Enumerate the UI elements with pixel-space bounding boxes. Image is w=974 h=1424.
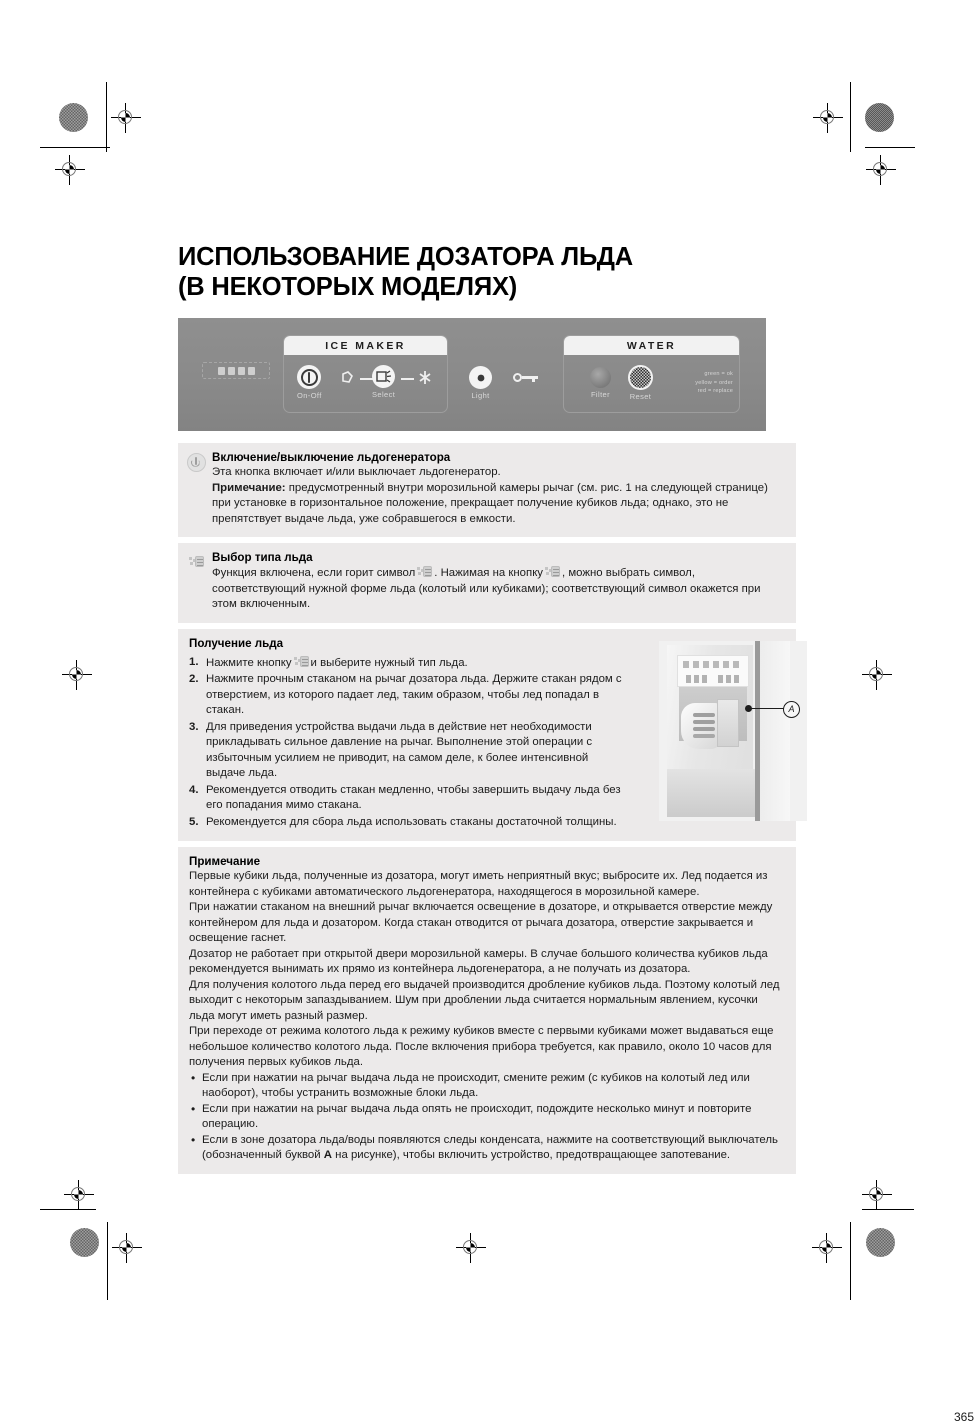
registration-mark-bottom-right-b bbox=[812, 1233, 842, 1263]
dispensing-text-column bbox=[189, 637, 624, 831]
dispensing-step bbox=[189, 720, 624, 782]
notes-paragraph: Для получения колотого льда перед его выдачей производится дробление кубиков льда. Поэтому колотый лед выходит с некоторым запаздыванием. Шум при дроблении льда считается нормальным явлением, кусочки льда могут иметь разный размер. bbox=[189, 978, 780, 1022]
hand-with-glass bbox=[681, 703, 721, 749]
section-ice-type-heading: Выбор типа льда bbox=[212, 551, 313, 565]
water-group-header bbox=[564, 336, 739, 355]
ice-type-part2: . Нажимая на кнопку bbox=[434, 567, 543, 580]
ice-cube-glyph-heading bbox=[189, 555, 204, 569]
step-text-pre: Нажмите кнопку bbox=[206, 656, 292, 669]
ice-maker-onoff-caption: On-Off bbox=[297, 391, 322, 401]
light-bulb-icon bbox=[469, 366, 492, 389]
section-dispensing bbox=[178, 629, 796, 842]
step-number: 2. bbox=[189, 673, 199, 686]
ice-cube-icon bbox=[372, 365, 395, 388]
cut-line-bottom-right-h bbox=[862, 1209, 914, 1210]
legend-yellow: yellow = order bbox=[695, 379, 733, 386]
ice-maker-select-caption: Select bbox=[372, 390, 396, 400]
registration-mark-bottom-left-b bbox=[112, 1233, 142, 1263]
halftone-dot-top-right bbox=[865, 103, 894, 132]
dispenser-drip-tray bbox=[667, 769, 757, 817]
cut-line-top-left-h bbox=[40, 147, 110, 148]
cut-line-bottom-left-h bbox=[40, 1209, 96, 1210]
registration-mark-top-left-a bbox=[111, 103, 141, 133]
cut-line-top-right-v bbox=[850, 82, 851, 152]
page-title-line-2: (В НЕКОТОРЫХ МОДЕЛЯХ) bbox=[178, 272, 518, 301]
power-button-icon bbox=[186, 452, 206, 472]
section-dispensing-heading: Получение льда bbox=[189, 636, 284, 650]
reset-button-icon bbox=[628, 365, 653, 390]
page-number: 365 bbox=[953, 1410, 974, 1424]
note-text: предусмотренный внутри морозильной камеры рычаг (см. рис. 1 на следующей странице) при установке в горизонтальное положение, прекращает получение кубиков льда; однако, это не препятствует выдаче льда, уже собравшегося в емкости. bbox=[212, 481, 768, 525]
filter-indicator-icon bbox=[590, 367, 611, 388]
callout-label-a: A bbox=[783, 701, 800, 718]
section-power-line1: Эта кнопка включает и/или выключает льдогенератор. bbox=[212, 466, 501, 479]
notes-paragraph: Дозатор не работает при открытой двери морозильной камеры. В случае большого количества кубиков льда рекомендуется вынимать их прямо из контейнера льдогенератора, а не получать из дозатора. bbox=[189, 947, 768, 976]
cut-line-bottom-left-v bbox=[107, 1222, 108, 1300]
water-reset-caption: Reset bbox=[629, 392, 652, 402]
notes-bullet: • Если при нажатии на рычаг выдача льда не происходит, смените режим (с кубиков на колотый лед или наоборот), чтобы устранить возможные блоки льда. bbox=[189, 1071, 785, 1102]
page-content bbox=[178, 243, 974, 1424]
halftone-dot-bottom-left bbox=[70, 1228, 99, 1257]
registration-mark-right-middle bbox=[862, 660, 892, 690]
notes-paragraph: Первые кубики льда, полученные из дозатора, могут иметь неприятный вкус; выбросите их. Лед подается из контейнера с кубиками автоматического льдогенератора, находящегося в морозильной камере. bbox=[189, 870, 768, 898]
step-text: Нажмите прочным стаканом на рычаг дозатора льда. Держите стакан рядом с отверстием, из которого падает лед, таким образом, чтобы лед попадал в стакан. bbox=[206, 673, 622, 717]
step-text: Для приведения устройства выдачи льда в действие нет необходимости прикладывать сильное давление на рычаг. Выполнение этой операции с избыточным усилием не приводит, на самом деле, к более интенсивной выдаче льда. bbox=[206, 720, 593, 780]
ice-type-part1: Функция включена, если горит символ bbox=[212, 567, 416, 580]
key-icon bbox=[513, 370, 539, 382]
page-title-line-1: ИСПОЛЬЗОВАНИЕ ДОЗАТОРА ЛЬДА bbox=[178, 243, 633, 271]
filter-status-legend bbox=[667, 370, 733, 395]
halftone-dot-bottom-right bbox=[866, 1228, 895, 1257]
ice-type-cubes-indicator bbox=[416, 369, 434, 387]
panel-display bbox=[202, 362, 270, 379]
registration-mark-top-left-b bbox=[55, 155, 85, 185]
light-button[interactable] bbox=[469, 366, 492, 400]
crushed-flake-icon bbox=[416, 369, 434, 387]
page-title bbox=[178, 243, 796, 302]
notes-bullets bbox=[189, 1071, 785, 1164]
legend-green: green = ok bbox=[704, 371, 733, 378]
registration-mark-bottom-right-a bbox=[862, 1180, 892, 1210]
ice-maker-onoff-button[interactable] bbox=[297, 365, 322, 400]
registration-mark-top-right-b bbox=[866, 155, 896, 185]
note-label: Примечание: bbox=[212, 481, 286, 494]
callout-leader-line bbox=[751, 708, 785, 709]
section-ice-type bbox=[178, 543, 796, 623]
water-filter-button[interactable] bbox=[590, 367, 611, 399]
crushed-ice-icon bbox=[339, 369, 357, 387]
ice-type-part3: , можно выбрать символ, соответствующий нужной форме льда (колотый или кубиками); соответствующий символ окажется при этом включенным. bbox=[212, 567, 761, 611]
step-number: 5. bbox=[189, 815, 199, 828]
water-group bbox=[563, 335, 740, 413]
bullet-bold-letter: A bbox=[323, 1149, 332, 1162]
cut-line-top-left-v bbox=[106, 82, 107, 152]
connector-dash-right bbox=[401, 378, 414, 380]
ice-cube-glyph-inline-1 bbox=[417, 565, 432, 579]
notes-bullet bbox=[189, 1133, 785, 1164]
registration-mark-left-middle bbox=[62, 660, 92, 690]
notes-paragraph: При нажатии стаканом на внешний рычаг включается освещение в дозаторе, и открывается отверстие между контейнером для льда и дозатором. Когда стакан отводится от рычага дозатора, отверстие закрывается и освещение гаснет. bbox=[189, 901, 773, 945]
ice-maker-select-button[interactable] bbox=[372, 365, 395, 399]
ice-cube-glyph-step1 bbox=[294, 655, 309, 669]
legend-red: red = replace bbox=[697, 387, 733, 394]
step-number: 1. bbox=[189, 655, 199, 668]
ice-cube-glyph-inline-2 bbox=[545, 565, 560, 579]
step-text: Рекомендуется отводить стакан медленно, чтобы завершить выдачу льда без его попадания мимо стакана. bbox=[206, 783, 621, 812]
section-power-heading: Включение/выключение льдогенератора bbox=[212, 451, 451, 465]
dispenser-control-pad bbox=[677, 655, 749, 687]
ice-select-button-icon bbox=[186, 552, 206, 572]
water-reset-button[interactable] bbox=[628, 365, 653, 401]
dispenser-photo bbox=[659, 641, 807, 821]
cut-line-top-right-h bbox=[865, 147, 915, 148]
dispensing-steps bbox=[189, 655, 624, 831]
section-power-onoff bbox=[178, 443, 796, 537]
step-number: 3. bbox=[189, 720, 199, 733]
dispensing-step bbox=[189, 655, 624, 672]
control-panel-illustration bbox=[178, 318, 766, 431]
dispensing-step bbox=[189, 672, 624, 719]
bullet-text-pre: Если в зоне дозатора льда/воды появляются следы конденсата, нажмите на соответствующий выключатель (обозначенный буквой bbox=[202, 1133, 778, 1162]
ice-maker-group bbox=[283, 335, 448, 413]
step-number: 4. bbox=[189, 783, 199, 796]
bullet-text-post: на рисунке), чтобы включить устройство, предотвращающее запотевание. bbox=[332, 1149, 731, 1162]
registration-mark-top-right-a bbox=[813, 103, 843, 133]
water-label: WATER bbox=[626, 339, 677, 352]
step-text-post: и выберите нужный тип льда. bbox=[310, 656, 468, 669]
ice-maker-group-header bbox=[284, 336, 447, 355]
step-text: Рекомендуется для сбора льда использовать стаканы достаточной толщины. bbox=[206, 815, 617, 828]
water-filter-caption: Filter bbox=[590, 390, 611, 400]
ice-type-crushed-indicator bbox=[339, 369, 357, 387]
registration-mark-bottom-left-a bbox=[64, 1180, 94, 1210]
section-power-note bbox=[212, 481, 785, 528]
power-icon bbox=[297, 365, 321, 389]
section-notes bbox=[178, 847, 796, 1174]
cube-glyph bbox=[376, 369, 392, 384]
light-caption: Light bbox=[471, 391, 490, 401]
light-glyph bbox=[473, 370, 489, 386]
section-notes-heading: Примечание bbox=[189, 855, 261, 869]
cut-line-bottom-right-v bbox=[850, 1222, 851, 1300]
cabinet-side bbox=[760, 641, 790, 821]
dispensing-step bbox=[189, 783, 624, 814]
notes-bullet: • Если при нажатии на рычаг выдача льда опять не происходит, подождите несколько минут и повторите операцию. bbox=[189, 1102, 785, 1133]
section-ice-type-body bbox=[212, 565, 785, 613]
halftone-dot-top-left bbox=[59, 103, 88, 132]
dispensing-step bbox=[189, 815, 624, 831]
registration-mark-bottom-center bbox=[456, 1233, 486, 1263]
ice-maker-label: ICE MAKER bbox=[325, 339, 406, 352]
notes-paragraph: При переходе от режима колотого льда к режиму кубиков вместе с первыми кубиками может выдаваться еще небольшое количество колотого льда. После включения прибора требуется, как правило, около 10 часов для получения первых кубиков льда. bbox=[189, 1025, 774, 1069]
drinking-glass bbox=[717, 699, 739, 747]
